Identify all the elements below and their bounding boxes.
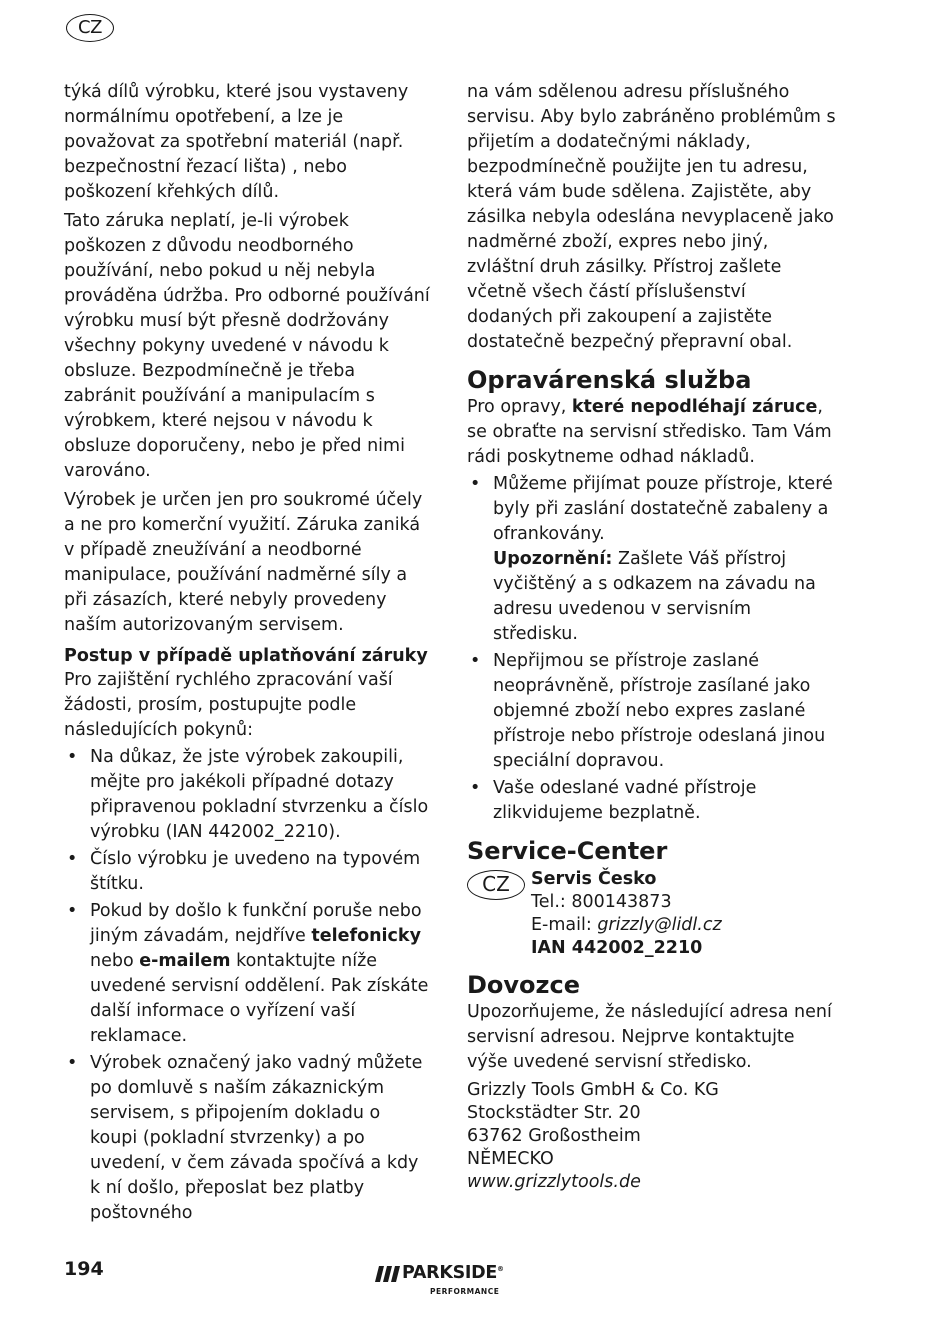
right-column <box>467 80 837 1194</box>
list-item: • Na důkaz, že jste výrobek zakoupili, mějte pro jakékoli případné dotazy připravenou pokladní stvrzenku a číslo výrobku (IAN 442002_2210). <box>64 745 432 845</box>
address-line: 63762 Großostheim <box>467 1126 641 1146</box>
list-item: • Výrobek označený jako vadný můžete po domluvě s naším zákaznickým servisem, s připojením dokladu o koupi (pokladní stvrzenky) a po uvedení, v čem závada spočívá a kdy k ní došlo, přeposlat bez platby poštovného <box>64 1051 432 1226</box>
parkside-logo <box>375 1264 525 1298</box>
service-center-heading: Service-Center <box>467 837 668 865</box>
list-item: • Nepřijmou se přístroje zaslané neoprávněně, přístroje zasílané jako objemné zboží nebo expres zaslané přístroje nebo přístroje odeslaná jinou speciální dopravou. <box>467 649 837 774</box>
list-item: • Vaše odeslané vadné přístroje zlikvidujeme bezplatně. <box>467 776 837 826</box>
service-contact: CZ Servis Česko Tel.: 800143873 E-mail: grizzly@lidl.cz IAN 442002_2210 <box>467 868 837 960</box>
warranty-paragraph-private-use: Výrobek je určen jen pro soukromé účely a ne pro komerční využití. Záruka zaniká v případě zneužívání a neodborné manipulace, používání nadměrné síly a při zásazích, které nebyly provedeny naším autorizovaným servisem. <box>64 490 423 635</box>
registered-mark: ® <box>497 1265 504 1274</box>
address-line: NĚMECKO <box>467 1149 554 1169</box>
warranty-paragraph-exclusions: Tato záruka neplatí, je-li výrobek poškozen z důvodu neodborného používání, nebo pokud u něj nebyla prováděna údržba. Pro odborné používání výrobku musí být přesně dodržovány všechny pokyny uvedené v návodu k obsluze. Bezpodmínečně je třeba zabránit používání a manipulacím s výrobkem, které nejsou v návodu k obsluze doporučeny, nebo je před nimi varováno. <box>64 211 430 481</box>
page-number: 194 <box>64 1258 104 1280</box>
service-email-link[interactable]: grizzly@lidl.cz <box>597 915 722 935</box>
claim-procedure-heading: Postup v případě uplatňování záruky <box>64 646 428 666</box>
service-country-badge: CZ <box>467 870 525 900</box>
list-item: • Číslo výrobku je uvedeno na typovém štítku. <box>64 847 432 897</box>
repair-service-heading: Opravárenská služba <box>467 366 752 394</box>
service-name: Servis Česko <box>531 869 657 889</box>
left-column <box>64 80 432 1226</box>
repair-service-list <box>467 472 837 826</box>
shipping-paragraph: na vám sdělenou adresu příslušného servisu. Aby bylo zabráněno problémům s přijetím a dodatečnými náklady, bezpodmínečně použijte jen tu adresu, která vám bude sdělena. Zajistěte, aby zásilka nebyla odeslána nevyplaceně jako nadměrné zboží, expres nebo jiný, zvláštní druh zásilky. Přístroj zašlete včetně všech částí příslušenství dodaných při zakoupení a zajistěte dostatečně bezpečný přepravní obal. <box>467 82 836 352</box>
logo-brand-text: PARKSIDE <box>402 1263 497 1283</box>
importer-note: Upozorňujeme, že následující adresa není servisní adresou. Nejprve kontaktujte výše uvedené servisní středisko. <box>467 1002 832 1072</box>
logo-sub-text: PERFORMANCE <box>430 1287 500 1296</box>
warranty-paragraph-wear: týká dílů výrobku, které jsou vystaveny normálnímu opotřebení, a lze je považovat za spotřební materiál (např. bezpečnostní řezací lišta) , nebo poškození křehkých dílů. <box>64 82 409 202</box>
service-phone: Tel.: 800143873 <box>531 892 672 912</box>
notice-label: Upozornění: <box>493 549 613 569</box>
claim-procedure-intro: Pro zajištění rychlého zpracování vaší žádosti, prosím, postupujte podle následujících pokynů: <box>64 670 393 740</box>
repair-service-intro: Pro opravy, které nepodléhají záruce, se obraťte na servisní středisko. Tam Vám rádi poskytneme odhad nákladů. <box>467 397 832 467</box>
importer-address <box>467 1079 837 1194</box>
address-line: Stockstädter Str. 20 <box>467 1103 641 1123</box>
claim-procedure-list <box>64 745 432 1226</box>
list-item: • Pokud by došlo k funkční poruše nebo jiným závadám, nejdříve telefonicky nebo e-mailem kontaktujte níže uvedené servisní oddělení. Pak získáte další informace o vyřízení vaší reklamace. <box>64 899 432 1049</box>
service-ian: IAN 442002_2210 <box>531 938 703 958</box>
importer-heading: Dovozce <box>467 971 581 999</box>
phone-emphasis: telefonicky <box>311 926 421 946</box>
logo-stripes-icon <box>375 1266 401 1282</box>
country-badge: CZ <box>66 14 114 42</box>
list-item: • Můžeme přijímat pouze přístroje, které byly při zaslání dostatečně zabaleny a ofrankovány. Upozornění: Zašlete Váš přístroj vyčištěný a s odkazem na závadu na adresu uvedenou v servisním středisku. <box>467 472 837 647</box>
notice: Upozornění: Zašlete Váš přístroj vyčištěný a s odkazem na závadu na adresu uvedenou v servisním středisku. <box>493 549 816 644</box>
address-line: Grizzly Tools GmbH & Co. KG <box>467 1080 719 1100</box>
website-link[interactable]: www.grizzlytools.de <box>467 1172 641 1192</box>
email-emphasis: e-mailem <box>139 951 231 971</box>
